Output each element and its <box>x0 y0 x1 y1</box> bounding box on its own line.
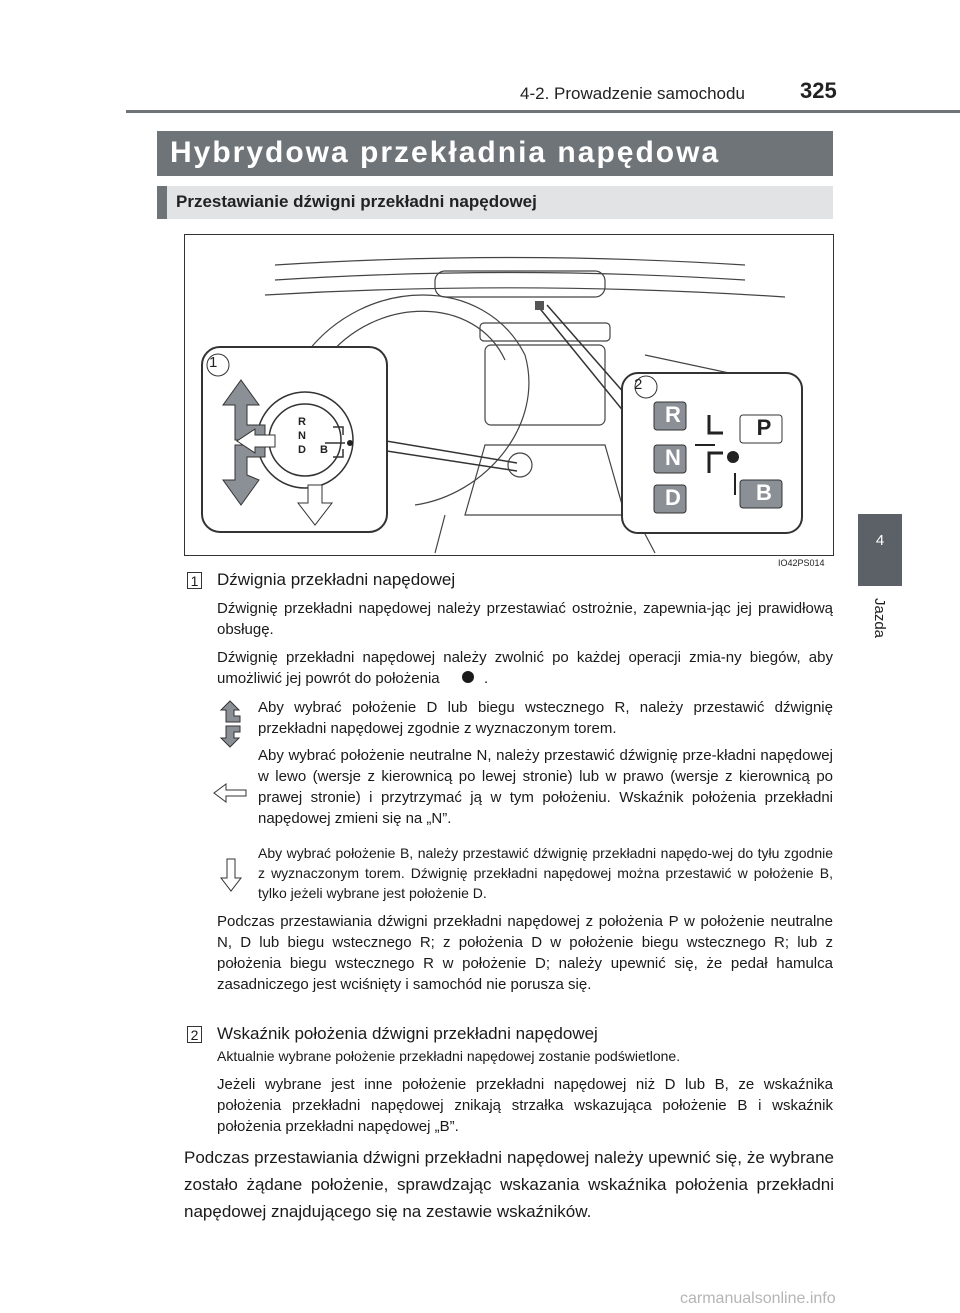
item-marker-1: 1 <box>187 572 202 589</box>
figure-callout-1: 1 <box>209 354 218 371</box>
neutral-dot-icon <box>462 671 474 683</box>
item1-paragraph-2-end: . <box>483 670 489 687</box>
shift-lever-figure <box>184 234 834 556</box>
indicator-letter-n: N <box>665 445 681 470</box>
left-arrow-icon <box>213 783 247 803</box>
item2-paragraph-2: Jeżeli wybrane jest inne położenie przekładni napędowej niż D lub B, ze wskaźnika położenia przekładni napędowej znikają strzałka wskazująca położenie B i wskaźnik położenia przekładni napędowej „B”. <box>217 1076 833 1135</box>
knob-letter-n: N <box>298 430 306 442</box>
closing-paragraph: Podczas przestawiania dźwigni przekładni napędowej należy upewnić się, że wybrane zostało żądane położenie, sprawdzając wskazania wskaźnika położenia przekładni napędowej znajdującego się na zestawie wskaźników. <box>184 1148 834 1221</box>
icon-row-3-text: Aby wybrać położenie B, należy przestawić dźwignię przekładni napędo-wej do tyłu zgodnie z wyznaczonym torem. Dźwignię przekładni napędowej można przestawić w położenie B, tylko jeżeli wybrane jest położenie D. <box>258 845 833 901</box>
watermark: carmanualsonline.info <box>680 1290 836 1307</box>
item2-heading: Wskaźnik położenia dźwigni przekładni napędowej <box>217 1024 598 1043</box>
figure-callout-2: 2 <box>634 376 643 393</box>
chapter-number: 4 <box>875 532 885 549</box>
up-down-path-icon <box>218 700 244 748</box>
chapter-label-wrapper <box>868 598 888 658</box>
knob-letter-d: D <box>298 444 306 456</box>
page-number: 325 <box>800 78 837 103</box>
down-arrow-icon <box>220 858 242 892</box>
section-breadcrumb: 4-2. Prowadzenie samochodu <box>520 84 745 103</box>
indicator-letter-r: R <box>665 402 681 427</box>
header-divider <box>126 110 960 113</box>
item1-paragraph-2-text: Dźwignię przekładni napędowej należy zwolnić po każdej operacji zmia-ny biegów, aby umożliwić jej powrót do położenia <box>217 649 833 687</box>
indicator-letter-b: B <box>756 480 772 505</box>
item-marker-2: 2 <box>187 1026 202 1043</box>
dashboard-illustration <box>185 235 833 555</box>
figure-code: IO42PS014 <box>778 558 825 568</box>
chapter-label: Jazda <box>871 598 888 639</box>
icon-row-1-text: Aby wybrać położenie D lub biegu wstecznego R, należy przestawić dźwignię przekładni napędowej zgodnie z wyznaczonym torem. <box>258 699 833 737</box>
item1-heading: Dźwignia przekładni napędowej <box>217 570 456 589</box>
page-title: Hybrydowa przekładnia napędowa <box>170 136 721 169</box>
item1-paragraph-2 <box>217 647 833 689</box>
chapter-tab <box>858 514 902 586</box>
item1-paragraph-3: Podczas przestawiania dźwigni przekładni napędowej z położenia P w położenie neutralne N, D lub biegu wstecznego R; z położenia D w położenie biegu wstecznego R; lub z położenia biegu wstecznego R w położenie D; należy upewnić się, że pedał hamulca zasadniczego jest wciśnięty i samochód nie porusza się. <box>217 913 833 993</box>
knob-letter-r: R <box>298 416 306 428</box>
knob-letter-b: B <box>320 444 328 456</box>
item1-paragraph-1: Dźwignię przekładni napędowej należy przestawiać ostrożnie, zapewnia-jąc jej prawidłową obsługę. <box>217 600 833 638</box>
item2-paragraph-1: Aktualnie wybrane położenie przekładni napędowej zostanie podświetlone. <box>217 1048 681 1064</box>
section-subtitle: Przestawianie dźwigni przekładni napędowej <box>176 192 537 211</box>
indicator-letter-d: D <box>665 485 681 510</box>
indicator-letter-p: P <box>756 415 772 440</box>
icon-row-2-text: Aby wybrać położenie neutralne N, należy przestawić dźwignię prze-kładni napędowej w lewo (wersje z kierownicą po lewej stronie) lub w prawo (wersje z kierownicą po prawej stronie) i przytrzymać ją w tym położeniu. Wskaźnik położenia przekładni napędowej zmieni się na „N”. <box>258 747 833 827</box>
